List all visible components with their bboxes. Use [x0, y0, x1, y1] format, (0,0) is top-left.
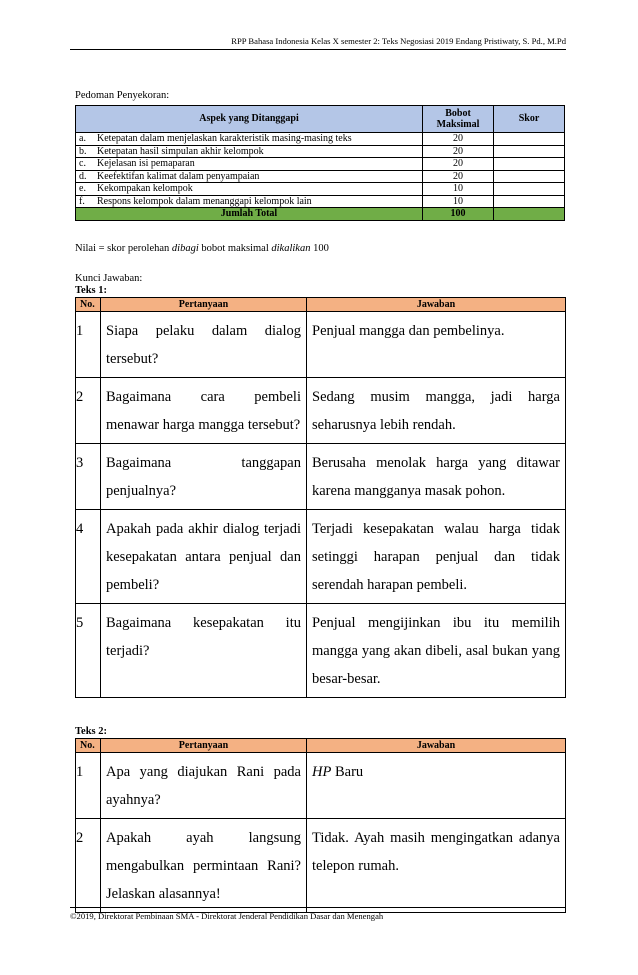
- row-aspek: Ketepatan hasil simpulan akhir kelompok: [94, 145, 423, 158]
- total-skor: [494, 208, 565, 221]
- table-row: [76, 312, 566, 378]
- row-aspek: Kejelasan isi pemaparan: [94, 158, 423, 171]
- page-header: RPP Bahasa Indonesia Kelas X semester 2: Teks Negosiasi 2019 Endang Pristiwaty, S. Pd., M.Pd: [231, 36, 566, 46]
- header-skor: Skor: [494, 106, 565, 133]
- header-bobot: Bobot Maksimal: [423, 106, 494, 133]
- header-pertanyaan: Pertanyaan: [101, 739, 307, 753]
- page-footer: ©2019, Direktorat Pembinaan SMA - Direktorat Jenderal Pendidikan Dasar dan Menengah: [70, 911, 384, 921]
- row-number: 1: [76, 312, 101, 378]
- row-bobot: 20: [423, 158, 494, 171]
- row-answer: Berusaha menolak harga yang ditawar karena mangganya masak pohon.: [307, 444, 566, 510]
- row-answer: Tidak. Ayah masih mengingatkan adanya telepon rumah.: [307, 819, 566, 913]
- row-answer: Sedang musim mangga, jadi harga seharusnya lebih rendah.: [307, 378, 566, 444]
- formula-part1: Nilai = skor perolehan: [75, 243, 172, 254]
- row-question: Bagaimana tanggapan penjualnya?: [101, 444, 307, 510]
- teks1-table: [75, 297, 566, 698]
- row-aspek: Kekompakan kelompok: [94, 183, 423, 196]
- table-row: [76, 753, 566, 819]
- scoring-formula: [75, 243, 329, 254]
- header-pertanyaan: Pertanyaan: [101, 298, 307, 312]
- row-number: 5: [76, 604, 101, 698]
- row-question: Bagaimana kesepakatan itu terjadi?: [101, 604, 307, 698]
- teks1-title: Teks 1:: [75, 285, 107, 296]
- teks2-title: Teks 2:: [75, 726, 107, 737]
- header-divider: [70, 49, 566, 50]
- footer-divider: [70, 907, 566, 908]
- scoring-row: [76, 145, 565, 158]
- row-skor: [494, 170, 565, 183]
- scoring-row: [76, 183, 565, 196]
- row-answer: Penjual mengijinkan ibu itu memilih mangga yang akan dibeli, asal bukan yang besar-besar.: [307, 604, 566, 698]
- table-row: [76, 604, 566, 698]
- row-letter: f.: [76, 195, 95, 208]
- row-number: 4: [76, 510, 101, 604]
- row-skor: [494, 195, 565, 208]
- scoring-row: [76, 170, 565, 183]
- header-aspek: Aspek yang Ditanggapi: [76, 106, 423, 133]
- row-question: Apa yang diajukan Rani pada ayahnya?: [101, 753, 307, 819]
- row-skor: [494, 183, 565, 196]
- scoring-row: [76, 195, 565, 208]
- answer-text: Baru: [331, 764, 364, 780]
- table-row: [76, 510, 566, 604]
- row-answer: Terjadi kesepakatan walau harga tidak setinggi harapan penjual dan tidak serendah harapan pembeli.: [307, 510, 566, 604]
- row-question: Bagaimana cara pembeli menawar harga mangga tersebut?: [101, 378, 307, 444]
- header-jawaban: Jawaban: [307, 739, 566, 753]
- row-number: 1: [76, 753, 101, 819]
- row-aspek: Respons kelompok dalam menanggapi kelompok lain: [94, 195, 423, 208]
- teks2-table: [75, 738, 566, 913]
- header-no: No.: [76, 298, 101, 312]
- table-row: [76, 819, 566, 913]
- row-question: Apakah ayah langsung mengabulkan permintaan Rani? Jelaskan alasannya!: [101, 819, 307, 913]
- row-answer: [307, 753, 566, 819]
- row-skor: [494, 133, 565, 146]
- row-skor: [494, 158, 565, 171]
- row-letter: a.: [76, 133, 95, 146]
- scoring-total-row: [76, 208, 565, 221]
- row-aspek: Ketepatan dalam menjelaskan karakteristik masing-masing teks: [94, 133, 423, 146]
- row-question: Apakah pada akhir dialog terjadi kesepakatan antara penjual dan pembeli?: [101, 510, 307, 604]
- scoring-row: [76, 133, 565, 146]
- row-letter: e.: [76, 183, 95, 196]
- teks1-header-row: [76, 298, 566, 312]
- row-bobot: 10: [423, 195, 494, 208]
- row-number: 2: [76, 819, 101, 913]
- table-row: [76, 378, 566, 444]
- row-aspek: Keefektifan kalimat dalam penyampaian: [94, 170, 423, 183]
- scoring-title: Pedoman Penyekoran:: [75, 90, 170, 101]
- table-row: [76, 444, 566, 510]
- row-letter: c.: [76, 158, 95, 171]
- kunci-title: Kunci Jawaban:: [75, 273, 143, 284]
- row-question: Siapa pelaku dalam dialog tersebut?: [101, 312, 307, 378]
- row-number: 3: [76, 444, 101, 510]
- formula-dikalikan: dikalikan: [271, 243, 311, 254]
- row-number: 2: [76, 378, 101, 444]
- formula-dibagi: dibagi: [171, 243, 199, 254]
- row-bobot: 10: [423, 183, 494, 196]
- row-letter: d.: [76, 170, 95, 183]
- total-label: Jumlah Total: [76, 208, 423, 221]
- answer-italic: HP: [312, 764, 332, 780]
- row-bobot: 20: [423, 145, 494, 158]
- scoring-table: [75, 105, 565, 221]
- header-no: No.: [76, 739, 101, 753]
- teks2-header-row: [76, 739, 566, 753]
- total-value: 100: [423, 208, 494, 221]
- formula-part3: 100: [310, 243, 329, 254]
- row-bobot: 20: [423, 170, 494, 183]
- scoring-row: [76, 158, 565, 171]
- scoring-header-row: [76, 106, 565, 133]
- row-skor: [494, 145, 565, 158]
- header-jawaban: Jawaban: [307, 298, 566, 312]
- row-answer: Penjual mangga dan pembelinya.: [307, 312, 566, 378]
- formula-part2: bobot maksimal: [198, 243, 272, 254]
- row-letter: b.: [76, 145, 95, 158]
- row-bobot: 20: [423, 133, 494, 146]
